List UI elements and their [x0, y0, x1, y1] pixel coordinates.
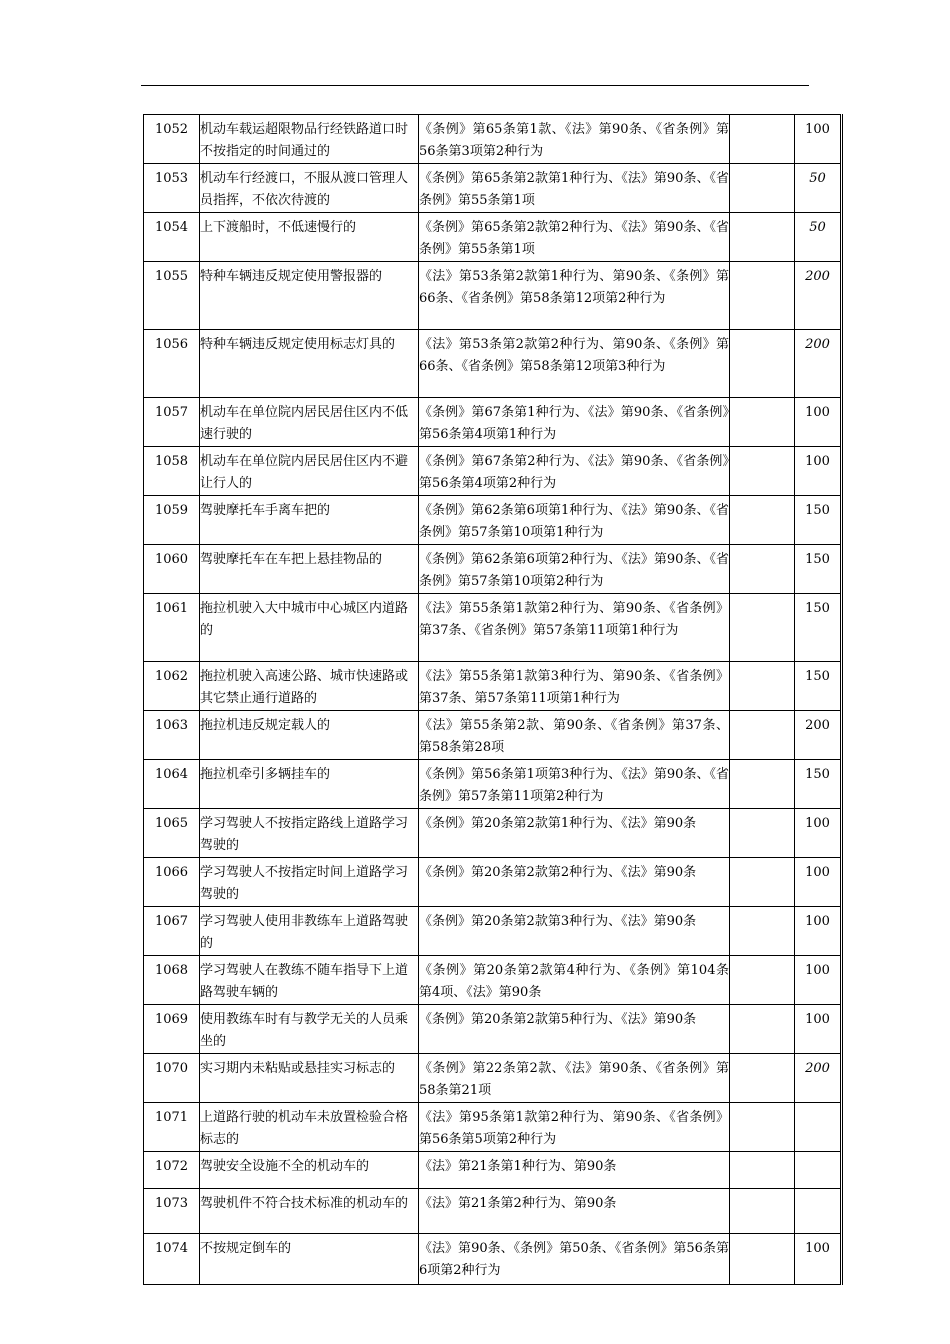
row-code: 1062: [144, 662, 200, 711]
row-description: 驾驶安全设施不全的机动车的: [200, 1152, 419, 1189]
row-legal-basis: 《条例》第20条第2款第1种行为、《法》第90条: [419, 809, 730, 858]
row-blank-cell: [730, 1103, 795, 1152]
row-fine-amount: 150: [795, 545, 842, 594]
row-code: 1065: [144, 809, 200, 858]
row-blank-cell: [730, 858, 795, 907]
row-description: 不按规定倒车的: [200, 1234, 419, 1285]
row-legal-basis: 《条例》第65条第2款第1种行为、《法》第90条、《省条例》第55条第1项: [419, 164, 730, 213]
row-blank-cell: [730, 115, 795, 164]
row-description: 驾驶摩托车手离车把的: [200, 496, 419, 545]
row-description: 机动车在单位院内居民居住区内不避让行人的: [200, 447, 419, 496]
row-code: 1070: [144, 1054, 200, 1103]
row-description: 特种车辆违反规定使用标志灯具的: [200, 330, 419, 398]
row-blank-cell: [730, 262, 795, 330]
row-fine-amount: 100: [795, 956, 842, 1005]
row-code: 1053: [144, 164, 200, 213]
row-code: 1057: [144, 398, 200, 447]
table-row: [144, 1152, 846, 1189]
table-row: [144, 1005, 846, 1054]
row-fine-amount: 200: [795, 711, 842, 760]
row-legal-basis: 《条例》第65条第2款第2种行为、《法》第90条、《省条例》第55条第1项: [419, 213, 730, 262]
row-fine-amount: 100: [795, 447, 842, 496]
row-legal-basis: 《条例》第62条第6项第2种行为、《法》第90条、《省条例》第57条第10项第2种行为: [419, 545, 730, 594]
header-rule: [141, 85, 809, 86]
row-code: 1069: [144, 1005, 200, 1054]
row-code: 1059: [144, 496, 200, 545]
row-description: 学习驾驶人不按指定路线上道路学习驾驶的: [200, 809, 419, 858]
row-code: 1067: [144, 907, 200, 956]
row-code: 1055: [144, 262, 200, 330]
row-legal-basis: 《条例》第20条第2款第5种行为、《法》第90条: [419, 1005, 730, 1054]
row-blank-cell: [730, 594, 795, 662]
table-row: [144, 398, 846, 447]
row-fine-amount: 50: [795, 164, 842, 213]
row-legal-basis: 《条例》第20条第2款第4种行为、《条例》第104条第4项、《法》第90条: [419, 956, 730, 1005]
row-description: 机动车行经渡口，不服从渡口管理人员指挥，不依次待渡的: [200, 164, 419, 213]
table-row: [144, 330, 846, 398]
row-code: 1068: [144, 956, 200, 1005]
table-row: [144, 858, 846, 907]
row-fine-amount: 150: [795, 594, 842, 662]
row-description: 驾驶摩托车在车把上悬挂物品的: [200, 545, 419, 594]
row-fine-amount: 150: [795, 760, 842, 809]
row-fine-amount: 200: [795, 330, 842, 398]
row-blank-cell: [730, 956, 795, 1005]
table-row: [144, 594, 846, 662]
row-description: 学习驾驶人使用非教练车上道路驾驶的: [200, 907, 419, 956]
table-row: [144, 1103, 846, 1152]
row-legal-basis: 《条例》第20条第2款第3种行为、《法》第90条: [419, 907, 730, 956]
table-row: [144, 711, 846, 760]
row-fine-amount: 200: [795, 1054, 842, 1103]
row-code: 1061: [144, 594, 200, 662]
row-code: 1071: [144, 1103, 200, 1152]
row-description: 特种车辆违反规定使用警报器的: [200, 262, 419, 330]
row-code: 1052: [144, 115, 200, 164]
violation-table-body: [144, 115, 846, 1285]
row-legal-basis: 《法》第90条、《条例》第50条、《省条例》第56条第6项第2种行为: [419, 1234, 730, 1285]
row-code: 1060: [144, 545, 200, 594]
row-legal-basis: 《条例》第56条第1项第3种行为、《法》第90条、《省条例》第57条第11项第2种行为: [419, 760, 730, 809]
table-row: [144, 545, 846, 594]
row-code: 1058: [144, 447, 200, 496]
row-blank-cell: [730, 1234, 795, 1285]
row-description: 上道路行驶的机动车未放置检验合格标志的: [200, 1103, 419, 1152]
row-description: 学习驾驶人在教练不随车指导下上道路驾驶车辆的: [200, 956, 419, 1005]
row-fine-amount: 50: [795, 213, 842, 262]
row-legal-basis: 《法》第55条第2款、第90条、《省条例》第37条、第58条第28项: [419, 711, 730, 760]
row-legal-basis: 《条例》第67条第2种行为、《法》第90条、《省条例》第56条第4项第2种行为: [419, 447, 730, 496]
row-legal-basis: 《条例》第62条第6项第1种行为、《法》第90条、《省条例》第57条第10项第1种行为: [419, 496, 730, 545]
row-description: 机动车在单位院内居民居住区内不低速行驶的: [200, 398, 419, 447]
row-code: 1073: [144, 1189, 200, 1234]
row-blank-cell: [730, 711, 795, 760]
row-fine-amount: 200: [795, 262, 842, 330]
row-blank-cell: [730, 164, 795, 213]
row-legal-basis: 《法》第53条第2款第1种行为、第90条、《条例》第66条、《省条例》第58条第12项第2种行为: [419, 262, 730, 330]
row-blank-cell: [730, 447, 795, 496]
row-legal-basis: 《条例》第65条第1款、《法》第90条、《省条例》第56条第3项第2种行为: [419, 115, 730, 164]
row-blank-cell: [730, 213, 795, 262]
row-legal-basis: 《法》第55条第1款第2种行为、第90条、《省条例》第37条、《省条例》第57条第11项第1种行为: [419, 594, 730, 662]
row-code: 1064: [144, 760, 200, 809]
table-row: [144, 760, 846, 809]
row-fine-amount: 100: [795, 907, 842, 956]
table-row: [144, 1234, 846, 1285]
row-blank-cell: [730, 1189, 795, 1234]
row-fine-amount: [795, 1189, 842, 1234]
table-row: [144, 447, 846, 496]
row-legal-basis: 《法》第55条第1款第3种行为、第90条、《省条例》第37条、第57条第11项第1种行为: [419, 662, 730, 711]
table-right-edge: [842, 115, 846, 1285]
row-blank-cell: [730, 1152, 795, 1189]
row-fine-amount: 150: [795, 496, 842, 545]
row-code: 1054: [144, 213, 200, 262]
row-fine-amount: 100: [795, 115, 842, 164]
row-description: 拖拉机违反规定载人的: [200, 711, 419, 760]
table-row: [144, 1054, 846, 1103]
row-fine-amount: [795, 1103, 842, 1152]
row-fine-amount: 100: [795, 1005, 842, 1054]
row-description: 拖拉机驶入大中城市中心城区内道路的: [200, 594, 419, 662]
row-fine-amount: [795, 1152, 842, 1189]
row-description: 使用教练车时有与教学无关的人员乘坐的: [200, 1005, 419, 1054]
row-blank-cell: [730, 1054, 795, 1103]
row-blank-cell: [730, 760, 795, 809]
row-description: 拖拉机驶入高速公路、城市快速路或其它禁止通行道路的: [200, 662, 419, 711]
row-description: 实习期内未粘贴或悬挂实习标志的: [200, 1054, 419, 1103]
row-code: 1066: [144, 858, 200, 907]
row-legal-basis: 《条例》第20条第2款第2种行为、《法》第90条: [419, 858, 730, 907]
table-row: [144, 662, 846, 711]
table-row: [144, 907, 846, 956]
row-legal-basis: 《条例》第67条第1种行为、《法》第90条、《省条例》第56条第4项第1种行为: [419, 398, 730, 447]
row-description: 学习驾驶人不按指定时间上道路学习驾驶的: [200, 858, 419, 907]
table-row: [144, 1189, 846, 1234]
row-blank-cell: [730, 398, 795, 447]
table-row: [144, 115, 846, 164]
row-blank-cell: [730, 809, 795, 858]
row-legal-basis: 《法》第95条第1款第2种行为、第90条、《省条例》第56条第5项第2种行为: [419, 1103, 730, 1152]
row-fine-amount: 100: [795, 809, 842, 858]
row-blank-cell: [730, 1005, 795, 1054]
row-description: 拖拉机牵引多辆挂车的: [200, 760, 419, 809]
row-description: 机动车载运超限物品行经铁路道口时不按指定的时间通过的: [200, 115, 419, 164]
row-legal-basis: 《法》第21条第2种行为、第90条: [419, 1189, 730, 1234]
table-row: [144, 262, 846, 330]
table-row: [144, 496, 846, 545]
row-blank-cell: [730, 330, 795, 398]
row-code: 1072: [144, 1152, 200, 1189]
violation-table: [143, 114, 846, 1285]
row-code: 1063: [144, 711, 200, 760]
row-blank-cell: [730, 662, 795, 711]
table-row: [144, 956, 846, 1005]
row-fine-amount: 150: [795, 662, 842, 711]
row-blank-cell: [730, 907, 795, 956]
row-code: 1074: [144, 1234, 200, 1285]
table-row: [144, 213, 846, 262]
row-description: 上下渡船时，不低速慢行的: [200, 213, 419, 262]
row-fine-amount: 100: [795, 1234, 842, 1285]
table-row: [144, 809, 846, 858]
row-legal-basis: 《法》第53条第2款第2种行为、第90条、《条例》第66条、《省条例》第58条第12项第3种行为: [419, 330, 730, 398]
row-blank-cell: [730, 496, 795, 545]
row-fine-amount: 100: [795, 858, 842, 907]
table-row: [144, 164, 846, 213]
row-description: 驾驶机件不符合技术标准的机动车的: [200, 1189, 419, 1234]
row-fine-amount: 100: [795, 398, 842, 447]
row-code: 1056: [144, 330, 200, 398]
row-legal-basis: 《法》第21条第1种行为、第90条: [419, 1152, 730, 1189]
row-legal-basis: 《条例》第22条第2款、《法》第90条、《省条例》第58条第21项: [419, 1054, 730, 1103]
row-blank-cell: [730, 545, 795, 594]
